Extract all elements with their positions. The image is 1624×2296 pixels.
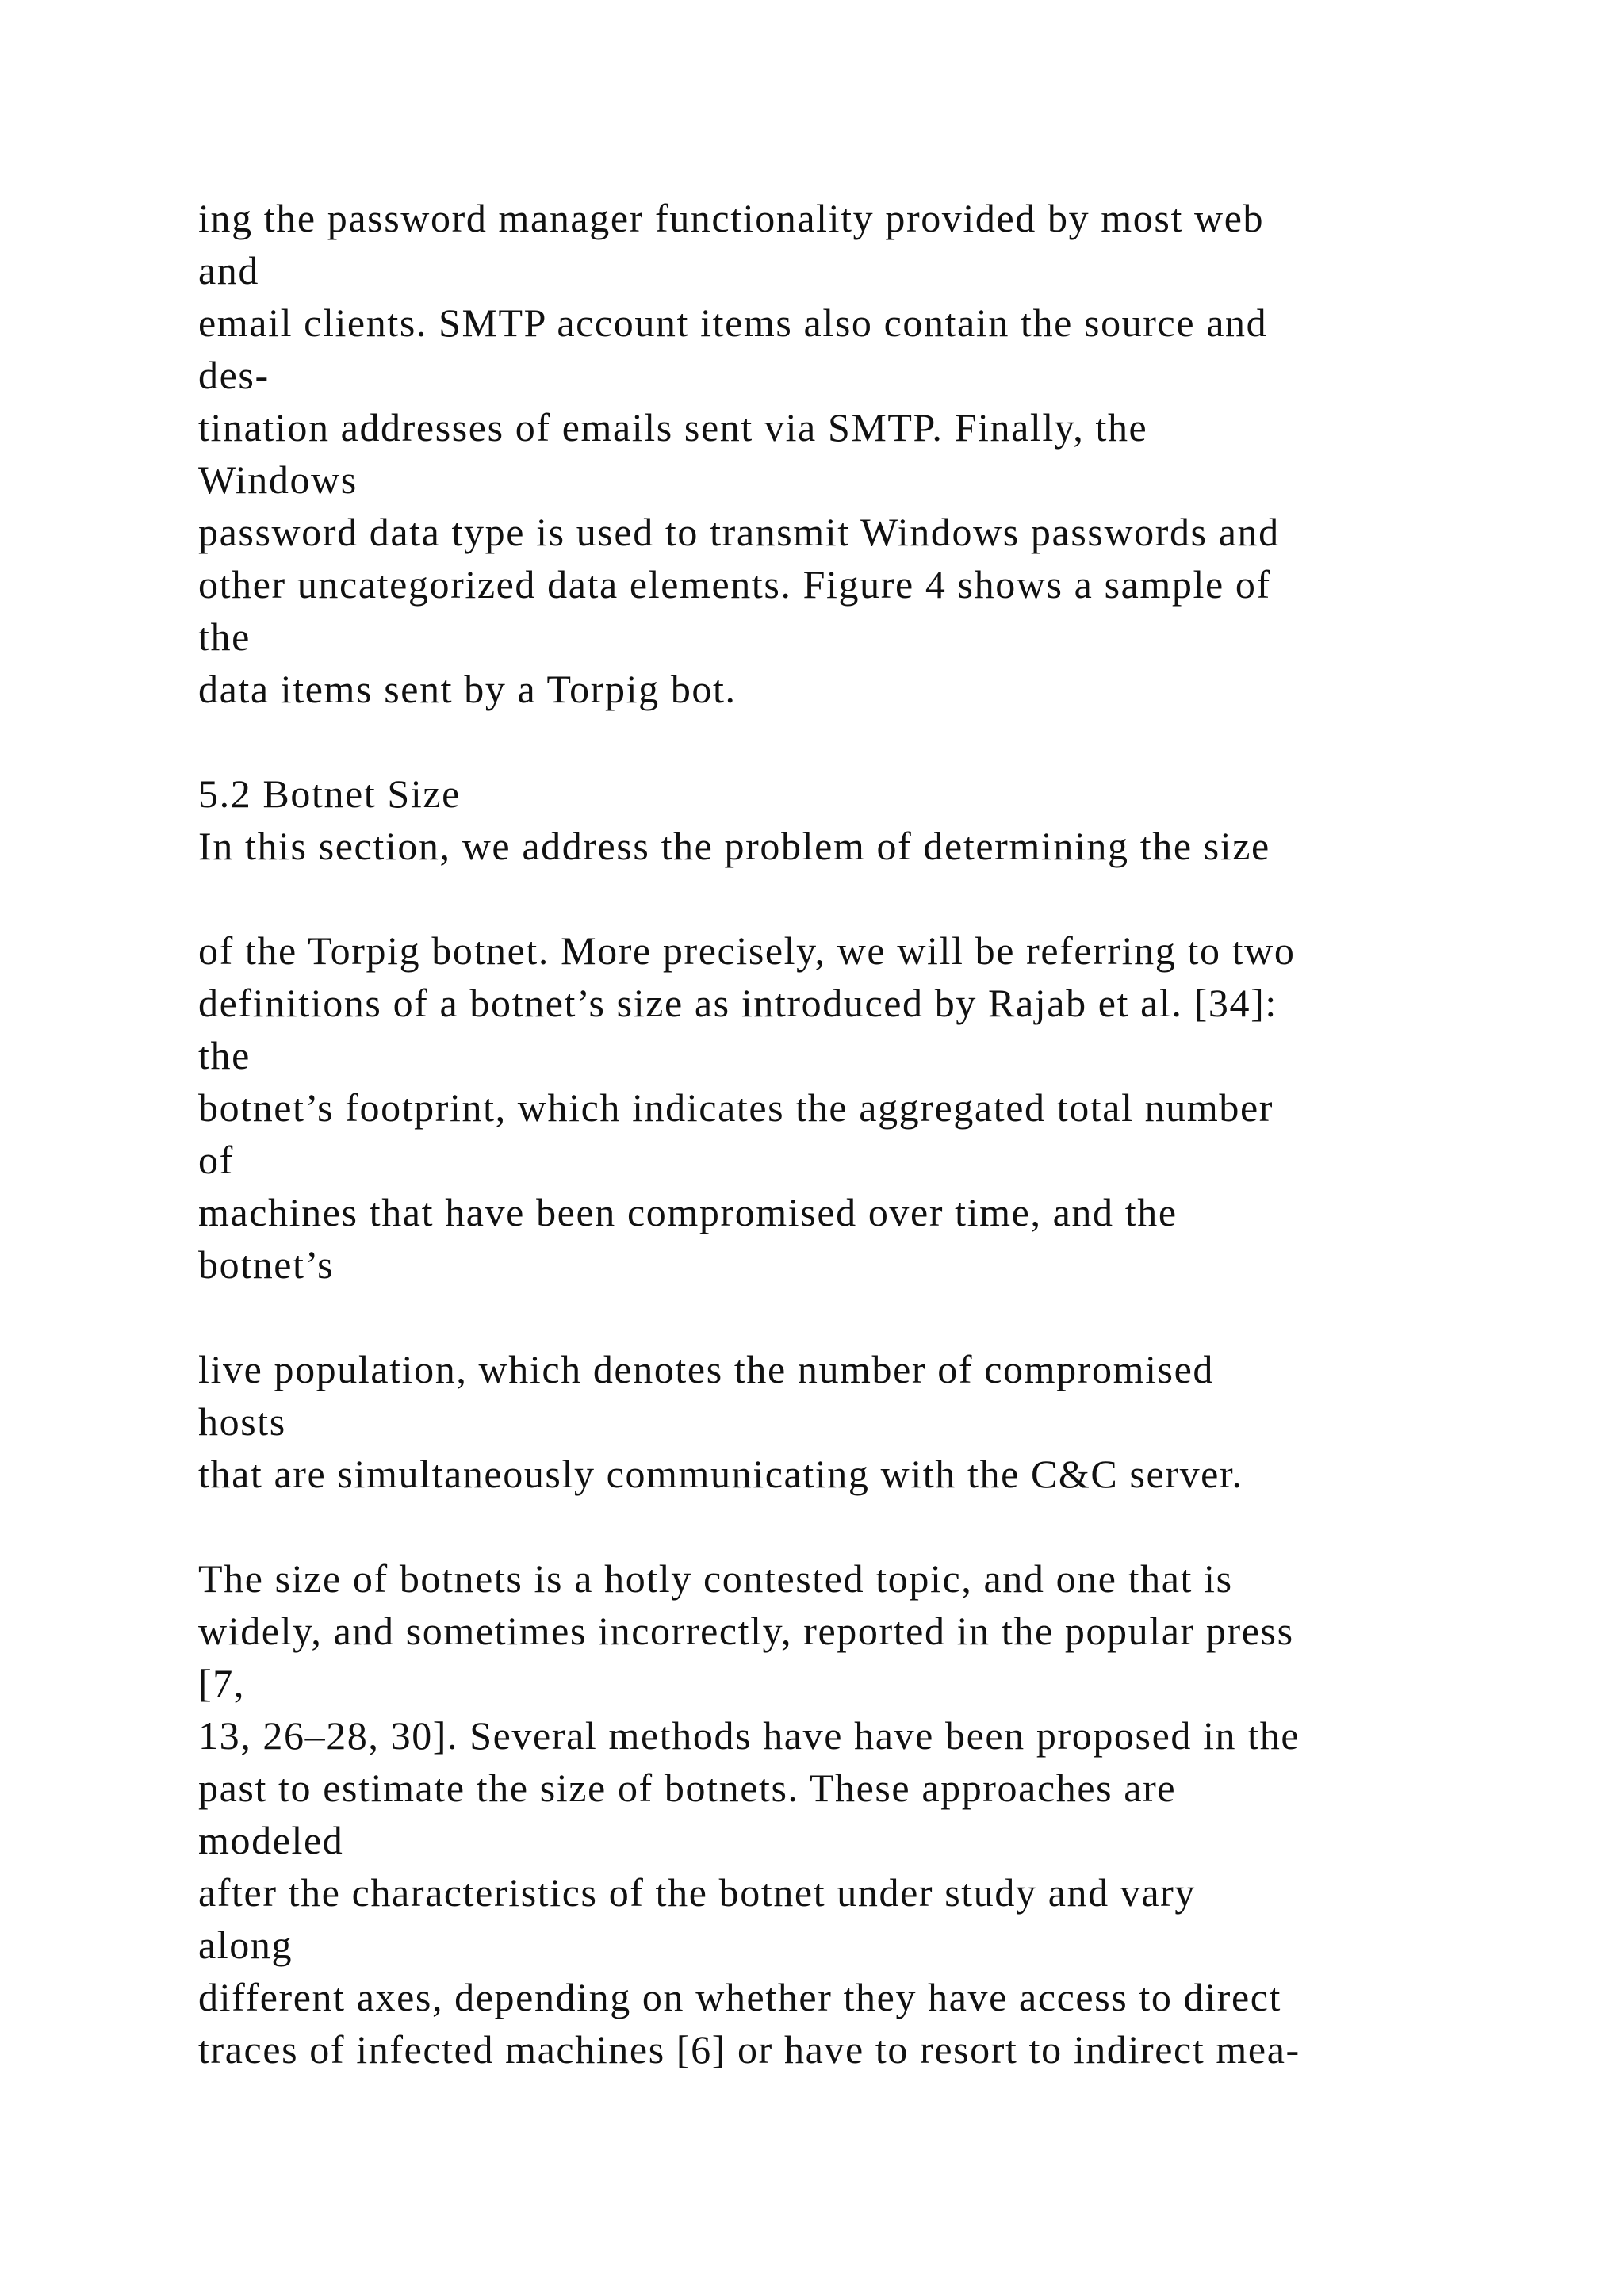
text-line: traces of infected machines [6] or have to resort to indirect mea- bbox=[198, 2027, 1300, 2072]
text-line: des- bbox=[198, 353, 270, 397]
text-line: password data type is used to transmit Windows passwords and bbox=[198, 510, 1280, 554]
text-line: that are simultaneously communicating with the C&C server. bbox=[198, 1452, 1243, 1496]
text-line: In this section, we address the problem of determining the size bbox=[198, 824, 1270, 868]
text-line: hosts bbox=[198, 1399, 286, 1444]
blank-line bbox=[198, 1291, 1594, 1343]
text-line: widely, and sometimes incorrectly, reported in the popular press bbox=[198, 1609, 1294, 1653]
text-line: the bbox=[198, 1033, 251, 1077]
text-line: tination addresses of emails sent via SMTP. Finally, the bbox=[198, 405, 1148, 450]
section-heading: 5.2 Botnet Size bbox=[198, 771, 461, 816]
blank-line bbox=[198, 1500, 1594, 1552]
text-line: the bbox=[198, 614, 251, 659]
text-line: Windows bbox=[198, 457, 358, 502]
text-line: definitions of a botnet’s size as introduced by Rajab et al. [34]: bbox=[198, 981, 1277, 1025]
text-line: [7, bbox=[198, 1661, 245, 1705]
text-line: different axes, depending on whether they have access to direct bbox=[198, 1975, 1282, 2019]
body-text bbox=[198, 192, 1594, 2076]
text-line: 13, 26–28, 30]. Several methods have have been proposed in the bbox=[198, 1713, 1300, 1758]
text-line: email clients. SMTP account items also contain the source and bbox=[198, 300, 1268, 345]
text-line: The size of botnets is a hotly contested topic, and one that is bbox=[198, 1556, 1233, 1601]
text-line: other uncategorized data elements. Figure 4 shows a sample of bbox=[198, 562, 1271, 607]
text-line: data items sent by a Torpig bot. bbox=[198, 667, 737, 711]
text-line: after the characteristics of the botnet under study and vary bbox=[198, 1870, 1197, 1915]
blank-line bbox=[198, 872, 1594, 924]
text-line: botnet’s footprint, which indicates the aggregated total number bbox=[198, 1085, 1274, 1130]
text-line: past to estimate the size of botnets. These approaches are bbox=[198, 1766, 1177, 1810]
text-line: of bbox=[198, 1138, 234, 1182]
text-line: botnet’s bbox=[198, 1242, 335, 1287]
text-line: ing the password manager functionality provided by most web bbox=[198, 196, 1265, 240]
text-line: and bbox=[198, 248, 259, 293]
text-line: modeled bbox=[198, 1818, 344, 1862]
text-line: of the Torpig botnet. More precisely, we will be referring to two bbox=[198, 928, 1296, 973]
text-line: along bbox=[198, 1923, 293, 1967]
blank-line bbox=[198, 715, 1594, 767]
text-line: machines that have been compromised over time, and the bbox=[198, 1190, 1178, 1234]
text-line: live population, which denotes the number of compromised bbox=[198, 1347, 1215, 1391]
